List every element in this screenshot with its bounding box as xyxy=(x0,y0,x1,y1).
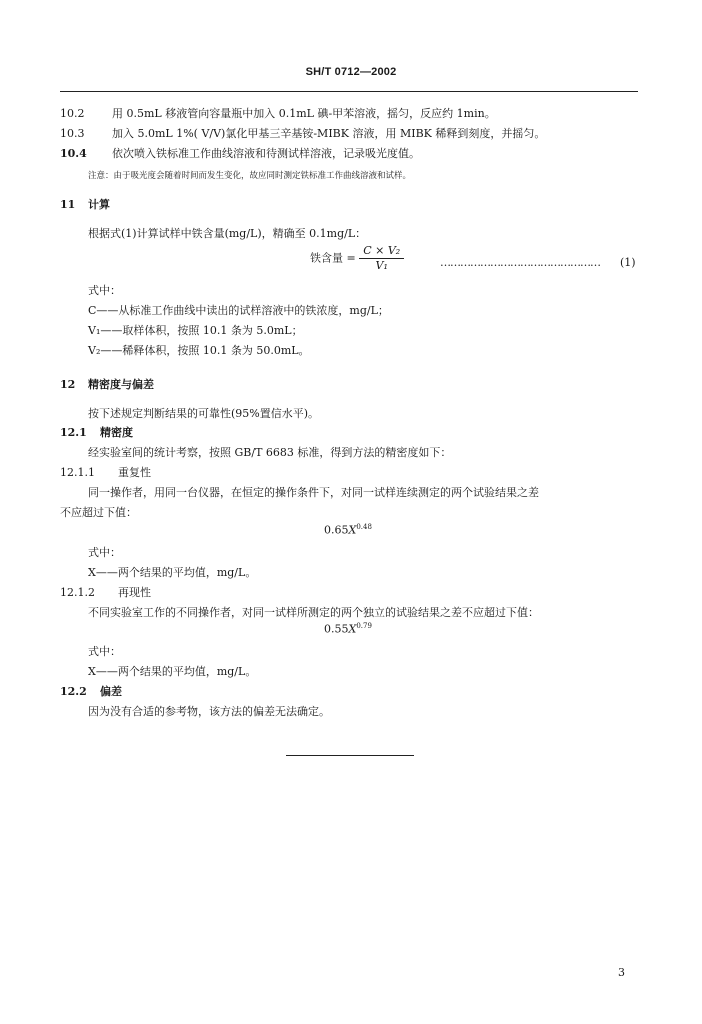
where-label: 式中： xyxy=(88,284,121,297)
where-label: 式中： xyxy=(88,546,121,559)
clause-12-2-text: 因为没有合适的参考物，该方法的偏差无法确定。 xyxy=(88,705,330,718)
clause-12-1-2-text: 不同实验室工作的不同操作者，对同一试样所测定的两个独立的试验结果之差不应超过下值： xyxy=(88,606,539,619)
section-number: 12 xyxy=(60,378,76,391)
clause-text: 依次喷入铁标准工作曲线溶液和待测试样溶液，记录吸光度值。 xyxy=(112,147,420,160)
clause-text: 加入 5.0mL 1%( V/V)氯化甲基三辛基铵-MIBK 溶液，用 MIBK 稀释到刻度，并摇匀。 xyxy=(112,127,546,140)
formula-coefficient: 0.65 xyxy=(324,523,349,537)
formula-exponent: 0.79 xyxy=(356,622,372,630)
formula-1-label: (1) xyxy=(620,256,636,269)
formula-1-leader-dots: ………………………………………… xyxy=(440,256,600,269)
clause-12-1-1-text-b: 不应超过下值： xyxy=(60,506,137,519)
clause-number: 12.1.1 xyxy=(60,466,95,479)
section-12-heading xyxy=(60,378,154,392)
clause-12-1-2-heading xyxy=(60,586,151,600)
page-number: 3 xyxy=(618,966,625,979)
section-title: 计算 xyxy=(88,198,110,211)
formula-variable: X xyxy=(348,622,357,636)
section-number: 11 xyxy=(60,198,76,211)
formula-lhs: 铁含量 = xyxy=(310,251,356,265)
where-label: 式中： xyxy=(88,645,121,658)
standard-code: SH/T 0712—2002 xyxy=(305,66,397,78)
formula-denominator: V₁ xyxy=(375,259,388,272)
formula-coefficient: 0.55 xyxy=(324,622,349,636)
clause-number: 12.1.2 xyxy=(60,586,95,599)
clause-12-2-heading xyxy=(60,685,122,699)
clause-10-2 xyxy=(60,107,496,121)
clause-12-1-1-text-a: 同一操作者，用同一台仪器，在恒定的操作条件下，对同一试样连续测定的两个试验结果之差 xyxy=(88,486,539,499)
section-11-text: 根据式(1)计算试样中铁含量(mg/L)，精确至 0.1mg/L： xyxy=(88,227,367,240)
clause-12-1-text: 经实验室间的统计考察，按照 GB/T 6683 标准，得到方法的精密度如下： xyxy=(88,446,452,459)
definition-x: X——两个结果的平均值，mg/L。 xyxy=(88,566,257,579)
definition-c: C——从标准工作曲线中读出的试样溶液中的铁浓度，mg/L； xyxy=(88,304,389,317)
clause-number: 10.3 xyxy=(60,127,85,140)
formula-numerator: C × V₂ xyxy=(359,244,404,259)
note-text: 注意：由于吸光度会随着时间而发生变化，故应同时测定铁标准工作曲线溶液和试样。 xyxy=(88,171,412,181)
clause-title: 再现性 xyxy=(118,586,151,599)
end-rule xyxy=(286,755,414,756)
clause-text: 用 0.5mL 移液管向容量瓶中加入 0.1mL 碘-甲苯溶液，摇匀，反应约 1min。 xyxy=(112,107,496,120)
definition-v1: V₁——取样体积，按照 10.1 条为 5.0mL； xyxy=(88,324,303,337)
clause-number: 12.1 xyxy=(60,426,87,439)
clause-title: 偏差 xyxy=(100,685,122,698)
formula-reproducibility xyxy=(324,622,372,636)
clause-12-1-heading xyxy=(60,426,133,440)
definition-x: X——两个结果的平均值，mg/L。 xyxy=(88,665,257,678)
clause-10-3 xyxy=(60,127,545,141)
section-11-heading xyxy=(60,198,110,212)
formula-variable: X xyxy=(348,523,357,537)
section-12-text: 按下述规定判断结果的可靠性(95%置信水平)。 xyxy=(88,407,320,420)
clause-number: 10.2 xyxy=(60,107,85,120)
formula-repeatability xyxy=(324,523,372,537)
clause-title: 重复性 xyxy=(118,466,151,479)
clause-12-1-1-heading xyxy=(60,466,151,480)
definition-v2: V₂——稀释体积，按照 10.1 条为 50.0mL。 xyxy=(88,344,310,357)
page-header xyxy=(0,66,702,78)
clause-10-4 xyxy=(60,147,420,161)
clause-number: 10.4 xyxy=(60,147,87,160)
section-title: 精密度与偏差 xyxy=(88,378,154,391)
header-rule xyxy=(60,91,638,92)
clause-title: 精密度 xyxy=(100,426,133,439)
clause-number: 12.2 xyxy=(60,685,87,698)
formula-fraction xyxy=(359,244,404,273)
formula-exponent: 0.48 xyxy=(356,523,372,531)
formula-1 xyxy=(310,244,404,273)
